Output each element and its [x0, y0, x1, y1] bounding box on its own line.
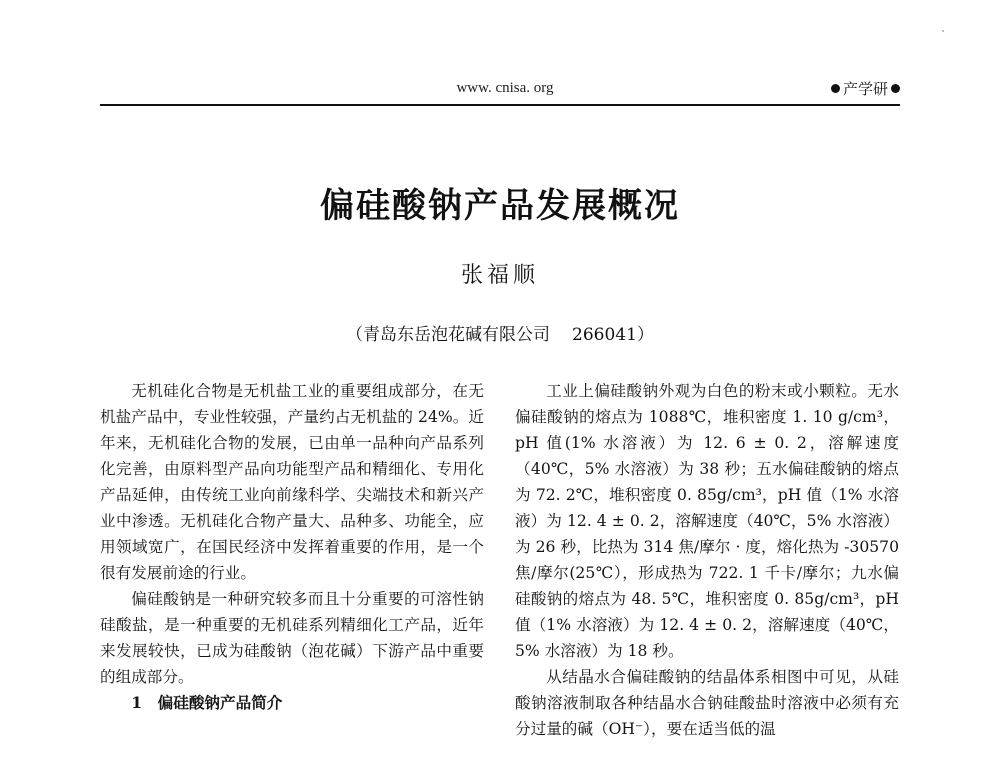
- paragraph: 偏硅酸钠是一种研究较多而且十分重要的可溶性钠硅酸盐，是一种重要的无机硅系列精细化工产品，近年来发展较快，已成为硅酸钠（泡花碱）下游产品中重要的组成部分。: [100, 590, 484, 686]
- scan-speck: [942, 30, 944, 32]
- paragraph: 工业上偏硅酸钠外观为白色的粉末或小颗粒。无水偏硅酸钠的熔点为 1088℃，堆积密度 1. 10 g/cm³，pH 值(1% 水溶液）为 12. 6 ± 0. 2，溶解速度（40℃，5% 水溶液）为 38 秒；五水偏硅酸钠的熔点为 72. 2℃，堆积密度 0. 85g/cm³，pH 值（1% 水溶液）为 12. 4 ± 0. 2，溶解速度（40℃，5% 水溶液）为 26 秒，比热为 314 焦/摩尔 · 度，熔化热为 -30570 焦/摩尔(25℃），形成热为 722. 1 千卡/摩尔；九水偏硅酸钠的熔点为 48. 5℃，堆积密度 0. 85g/cm³，pH 值（1% 水溶液）为 12. 4 ± 0. 2，溶解速度（40℃，5% 水溶液）为 18 秒。: [515, 382, 899, 660]
- bullet-right-icon: [891, 84, 900, 93]
- header-website: www. cnisa. org: [456, 80, 554, 96]
- article-title: 偏硅酸钠产品发展概况: [320, 186, 680, 226]
- header-rule: [100, 104, 900, 106]
- paragraph: 从结晶水合偏硅酸钠的结晶体系相图中可见，从硅酸钠溶液制取各种结晶水合钠硅酸盐时溶液中必须有充分过量的碱（OH⁻），要在适当低的温: [515, 668, 899, 738]
- section-heading: 1 偏硅酸钠产品简介: [131, 693, 283, 712]
- affiliation-name: （青岛东岳泡花碱有限公司: [346, 325, 551, 345]
- left-column: [100, 378, 484, 716]
- article-affiliation: [0, 320, 1000, 345]
- header-section-label: [831, 78, 900, 99]
- right-column: [515, 378, 899, 742]
- article-author: 张福顺: [460, 263, 539, 288]
- section-name: 产学研: [842, 80, 888, 98]
- paragraph: 无机硅化合物是无机盐工业的重要组成部分，在无机盐产品中，专业性较强，产量约占无机盐的 24%。近年来，无机硅化合物的发展，已由单一品种向产品系列化完善，由原料型产品向功能型产品和精细化、专用化产品延伸，由传统工业向前缘科学、尖端技术和新兴产业中渗透。无机硅化合物产量大、品种多、功能全，应用领域宽广，在国民经济中发挥着重要的作用，是一个很有发展前途的行业。: [100, 382, 484, 582]
- bullet-left-icon: [831, 84, 840, 93]
- affiliation-postcode: 266041）: [572, 325, 654, 345]
